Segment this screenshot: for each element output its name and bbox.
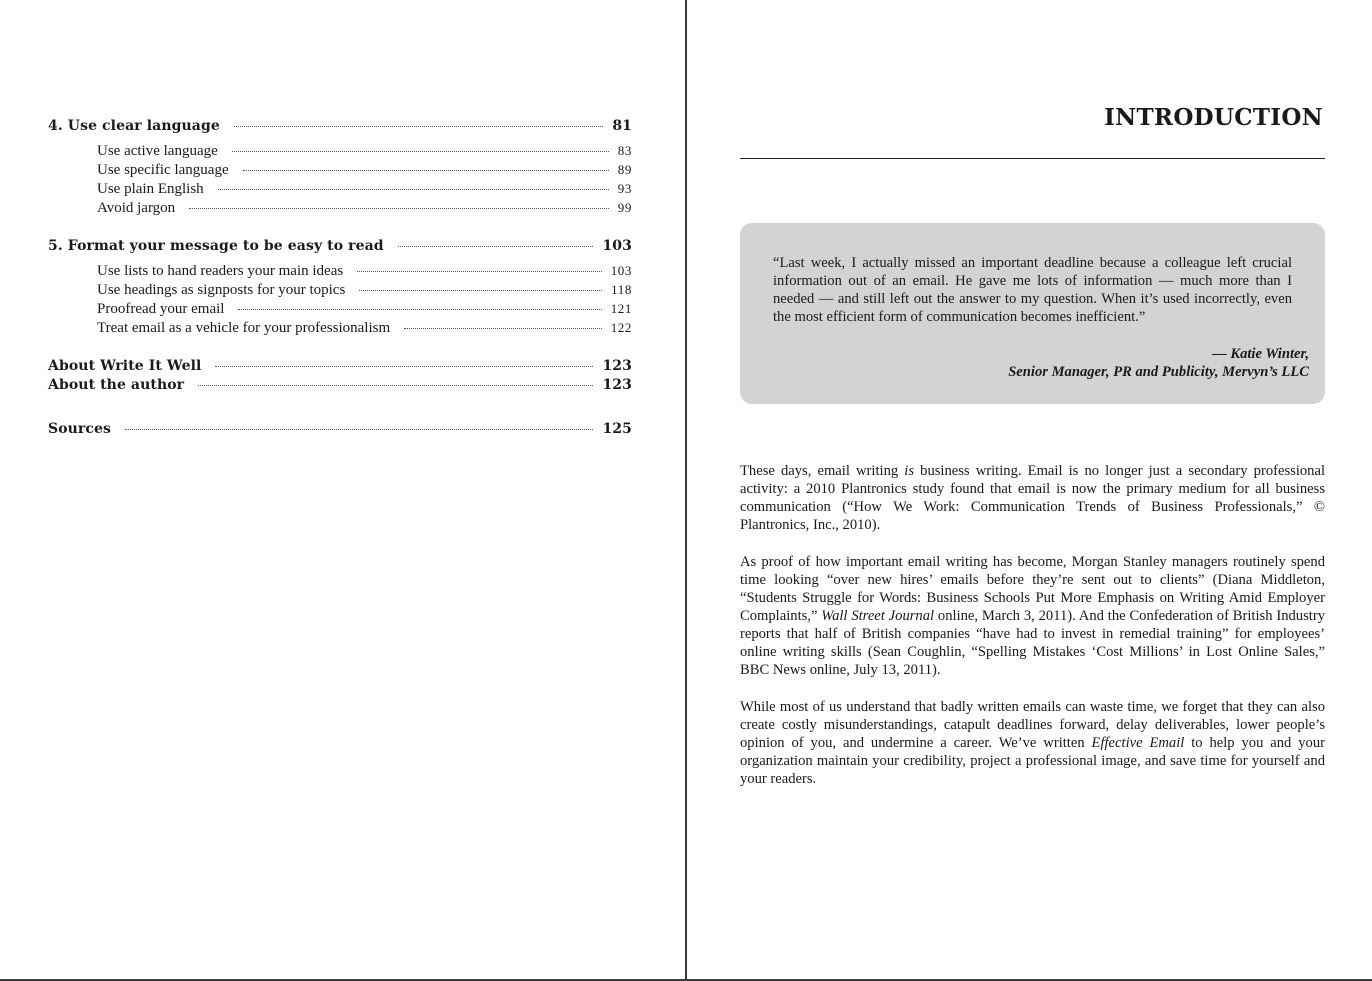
toc-page-number: 118 [611,282,632,297]
text-run: online, March 3, 2011). And the Confederation of British Industry reports that half of British companies “have had to invest in remedial training” for employees’ online writing skills (Sean Coughlin, “Spelling Mistakes ‘Cost Millions’ in Lost Online Sales,” BBC News online, July 13, 2011). [740,608,1325,678]
toc-page-number: 103 [602,238,632,254]
title-rule [740,158,1325,159]
toc-leader-dots [234,126,603,127]
toc-entry-title: 4. Use clear language [48,118,220,134]
emphasis-text: is [904,463,915,479]
quote-text: “Last week, I actually missed an important deadline because a colleague left crucial information out of an email. He gave me lots of information — much more than I needed — and still left out the answer to my question. When it’s used incorrectly, even the most efficient form of communication becomes inefficient.” [773,255,1292,325]
toc-leader-dots [398,246,594,247]
toc-entry-title: Use active language [97,143,218,159]
quote-attribution [1008,345,1309,381]
toc-item[interactable] [97,282,632,299]
toc-page-number: 121 [610,301,632,316]
toc-item[interactable] [97,200,632,217]
body-paragraph-3 [740,698,1325,788]
toc-leader-dots [232,151,609,152]
text-run: business writing. Email is no longer just a secondary professional activity: a 2010 Plantronics study found that email is now the primary medium for all business communication (“How We Work: Communication Trends of Business Professionals,” © Plantronics, Inc., 2010). [740,463,1325,533]
toc-leader-dots [238,309,601,310]
attribution-name: — Katie Winter, [1212,346,1309,362]
toc-sources[interactable] [48,421,632,437]
toc-item[interactable] [97,143,632,160]
toc-leader-dots [218,189,609,190]
text-run: to help you and your organization maintain your credibility, project a professional image, and save time for yourself and your readers. [740,735,1325,787]
toc-page-number: 122 [610,320,632,335]
left-page [0,0,685,981]
toc-item[interactable] [97,263,632,280]
toc-page-number: 93 [617,181,632,196]
toc-entry-title: Use specific language [97,162,229,178]
toc-entry-title: About the author [48,377,185,393]
attribution-role: Senior Manager, PR and Publicity, Mervyn’s LLC [1008,364,1309,380]
toc-entry-title: Avoid jargon [97,200,176,216]
toc-leader-dots [215,366,593,367]
toc-entry-title: Use headings as signposts for your topics [97,282,346,298]
toc-leader-dots [198,385,593,386]
toc-page-number: 125 [602,421,632,437]
toc-entry-title: Treat email as a vehicle for your professionalism [97,320,391,336]
toc-page-number: 99 [617,200,632,215]
emphasis-text: Effective Email [1091,735,1185,751]
toc-page-number: 123 [602,358,632,374]
toc-leader-dots [189,208,609,209]
toc-page-number: 89 [617,162,632,177]
text-run: While most of us understand that badly written emails can waste time, we forget that they can also create costly misunderstandings, catapult deadlines forward, delay deliverables, lower people’s opinion of you, and undermine a career. We’ve written [740,699,1325,751]
emphasis-text: Wall Street Journal [821,608,935,624]
toc-about-author[interactable] [48,377,632,393]
toc-page-number: 81 [612,118,632,134]
toc-entry-title: 5. Format your message to be easy to read [48,238,384,254]
toc-page-number: 83 [617,143,632,158]
quote-box [740,223,1325,404]
text-run: These days, email writing [740,463,905,479]
toc-item[interactable] [97,162,632,179]
toc-chapter-5[interactable] [48,238,632,254]
toc-entry-title: About Write It Well [48,358,202,374]
right-page [687,0,1372,981]
page-title: INTRODUCTION [1104,104,1323,131]
toc-entry-title: Sources [48,421,112,437]
toc-leader-dots [357,271,601,272]
toc-entry-title: Use plain English [97,181,204,197]
body-paragraph-2 [740,553,1325,679]
toc-item[interactable] [97,301,632,318]
toc-leader-dots [125,429,593,430]
toc-entry-title: Use lists to hand readers your main ideas [97,263,344,279]
toc-page-number: 103 [610,263,632,278]
toc-chapter-4[interactable] [48,118,632,134]
text-run: As proof of how important email writing has become, Morgan Stanley managers routinely spend time looking “over new hires’ emails before they’re sent out to clients” (Diana Middleton, “Students Struggle for Words: Business Schools Put More Emphasis on Writing Amid Employer Complaints,” [740,554,1325,624]
toc-leader-dots [359,290,602,291]
toc-item[interactable] [97,320,632,337]
body-paragraph-1 [740,462,1325,534]
toc-item[interactable] [97,181,632,198]
toc-leader-dots [243,170,609,171]
toc-page-number: 123 [602,377,632,393]
toc-about-write-it-well[interactable] [48,358,632,374]
toc-entry-title: Proofread your email [97,301,225,317]
toc-leader-dots [404,328,602,329]
